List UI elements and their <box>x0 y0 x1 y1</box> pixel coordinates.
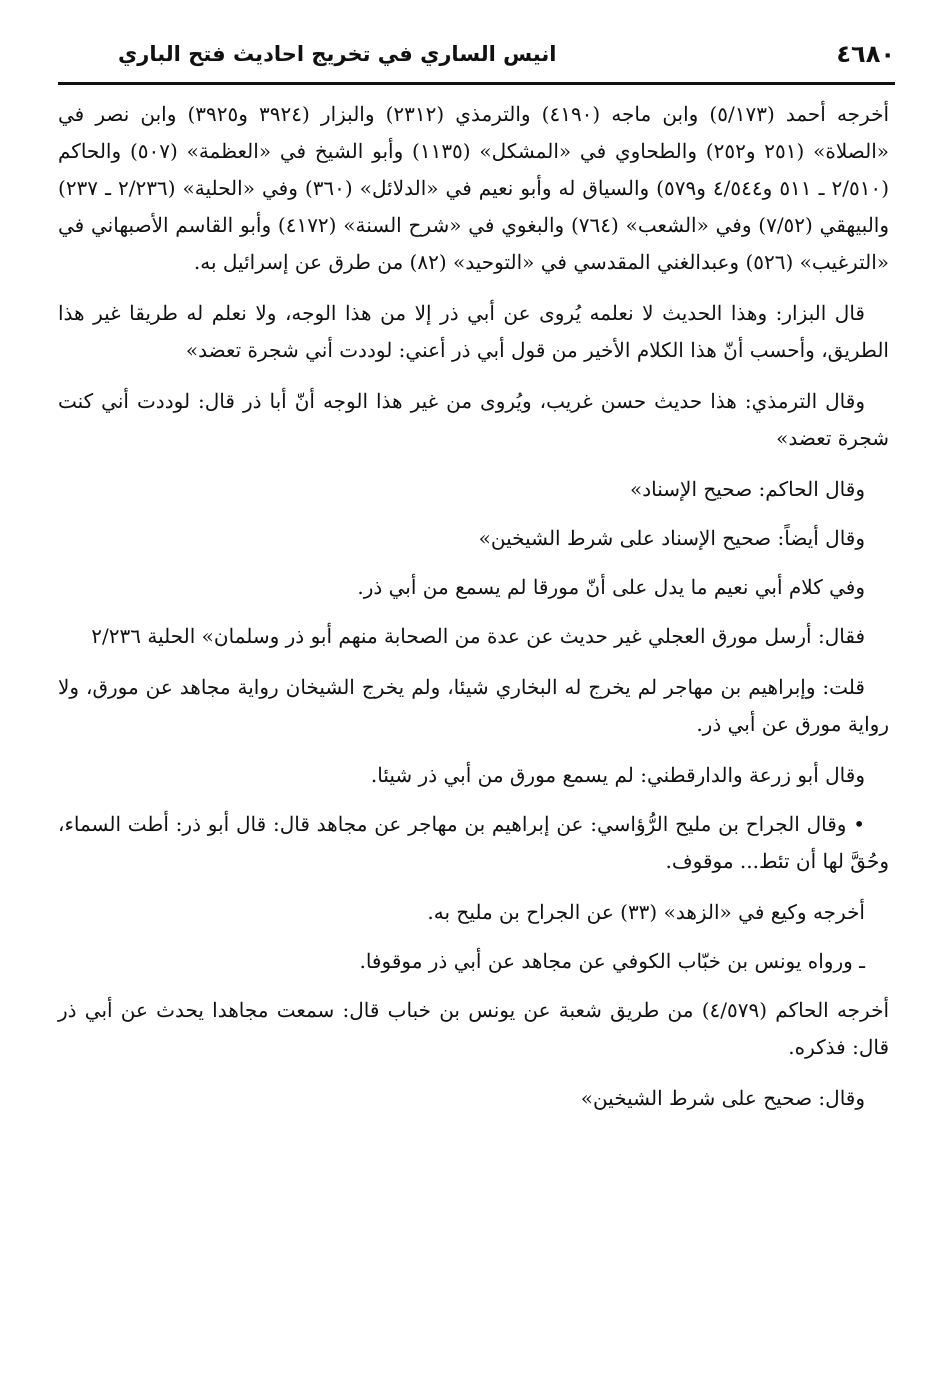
paragraph-abu-zura: وقال أبو زرعة والدارقطني: لم يسمع مورق من أبي ذر شيئا. <box>370 763 865 787</box>
paragraph-hakim: وقال الحاكم: صحيح الإسناد» <box>630 477 865 501</box>
paragraph-waki: أخرجه وكيع في «الزهد» (٣٣) عن الجراح بن مليح به. <box>427 900 865 924</box>
paragraph-tirmidhi: وقال الترمذي: هذا حديث حسن غريب، ويُروى من غير هذا الوجه أنّ أبا ذر قال: لوددت أني كنت شجرة تعضد» <box>58 389 889 450</box>
paragraph-jarrah <box>58 806 889 880</box>
page-body <box>58 96 889 1129</box>
paragraph-qultu: قلت: وإبراهيم بن مهاجر لم يخرج له البخاري شيئا، ولم يخرج الشيخان رواية مجاهد عن مورق، ولا رواية مورق عن أبي ذر. <box>58 675 889 736</box>
page-number: ٤٦٨٠ <box>836 40 895 68</box>
running-title: انيس الساري في تخريج احاديث فتح الباري <box>118 42 557 66</box>
header-divider <box>58 82 895 85</box>
paragraph-abu-nuaym: وفي كلام أبي نعيم ما يدل على أنّ مورقا لم يسمع من أبي ذر. <box>357 575 865 599</box>
paragraph-hakim-also: وقال أيضاً: صحيح الإسناد على شرط الشيخين» <box>478 526 865 550</box>
paragraph-hakim-shuba: أخرجه الحاكم (٤/٥٧٩) من طريق شعبة عن يونس بن خباب قال: سمعت مجاهدا يحدث عن أبي ذر قال: فذكره. <box>58 998 889 1059</box>
paragraph-jarrah-text: وقال الجراح بن مليح الرُّؤاسي: عن إبراهيم بن مهاجر عن مجاهد قال: قال أبو ذر: أطت السماء، وحُقَّ لها أن تئط... موقوف. <box>58 812 889 873</box>
bullet-icon: • <box>853 812 865 836</box>
paragraph-yunus: ـ ورواه يونس بن خبّاب الكوفي عن مجاهد عن أبي ذر موقوفا. <box>359 949 865 973</box>
paragraph-hilya: فقال: أرسل مورق العجلي غير حديث عن عدة من الصحابة منهم أبو ذر وسلمان» الحلية ٢/٢٣٦ <box>91 624 865 648</box>
page-header <box>58 38 895 82</box>
paragraph-bazzar: قال البزار: وهذا الحديث لا نعلمه يُروى عن أبي ذر إلا من هذا الوجه، ولا نعلم له طريقا غير هذا الطريق، وأحسب أنّ هذا الكلام الأخير من قول أبي ذر أعني: لوددت أني شجرة تعضد» <box>58 301 889 362</box>
paragraph-sahih: وقال: صحيح على شرط الشيخين» <box>580 1086 865 1110</box>
paragraph-takhrij: أخرجه أحمد (٥/١٧٣) وابن ماجه (٤١٩٠) والترمذي (٢٣١٢) والبزار (٣٩٢٤ و٣٩٢٥) وابن نصر في «الصلاة» (٢٥١ و٢٥٢) والطحاوي في «المشكل» (١١٣٥) وأبو الشيخ في «العظمة» (٥٠٧) والحاكم (٢/٥١٠ ـ ٥١١ و٤/٥٤٤ و٥٧٩) والسياق له وأبو نعيم في «الدلائل» (٣٦٠) وفي «الحلية» (٢/٢٣٦ ـ ٢٣٧) والبيهقي (٧/٥٢) وفي «الشعب» (٧٦٤) والبغوي في «شرح السنة» (٤١٧٢) وأبو القاسم الأصبهاني في «الترغيب» (٥٢٦) وعبدالغني المقدسي في «التوحيد» (٨٢) من طرق عن إسرائيل به. <box>58 102 890 274</box>
